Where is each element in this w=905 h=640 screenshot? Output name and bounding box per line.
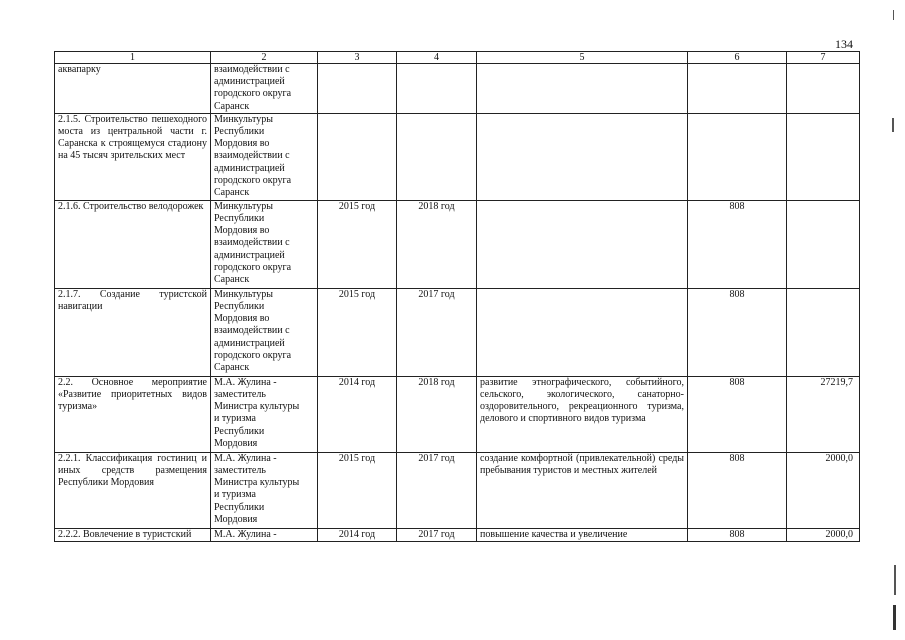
start-year-cell xyxy=(318,64,397,114)
measure-name-cell: 2.1.5. Строительство пешеходного моста из центральной части г. Саранска к строящемуся стадиону на 45 тысяч зрительских мест xyxy=(55,113,211,200)
end-year-cell: 2018 год xyxy=(397,200,477,288)
measure-name-cell: 2.1.7. Создание туристской навигации xyxy=(55,288,211,376)
executor-cell: М.А. Жулина - заместитель Министра культуры и туризма Республики Мордовия xyxy=(211,452,318,528)
start-year-cell: 2015 год xyxy=(318,452,397,528)
end-year-cell: 2018 год xyxy=(397,376,477,452)
scan-artifact xyxy=(892,118,894,132)
result-cell xyxy=(477,64,688,114)
start-year-cell: 2014 год xyxy=(318,528,397,541)
code-cell xyxy=(688,113,787,200)
start-year-cell xyxy=(318,113,397,200)
scan-artifact xyxy=(894,565,896,595)
code-cell: 808 xyxy=(688,288,787,376)
end-year-cell: 2017 год xyxy=(397,528,477,541)
end-year-cell: 2017 год xyxy=(397,288,477,376)
executor-cell: Минкультуры Республики Мордовия во взаимодействии с администрацией городского округа Саранск xyxy=(211,288,318,376)
start-year-cell: 2015 год xyxy=(318,288,397,376)
column-header: 6 xyxy=(688,52,787,64)
executor-cell: М.А. Жулина - заместитель Министра культуры и туризма Республики Мордовия xyxy=(211,376,318,452)
code-cell: 808 xyxy=(688,200,787,288)
column-header: 5 xyxy=(477,52,688,64)
amount-cell: 27219,7 xyxy=(787,376,860,452)
executor-cell: Минкультуры Республики Мордовия во взаимодействии с администрацией городского округа Саранск xyxy=(211,200,318,288)
measures-table xyxy=(54,51,860,542)
end-year-cell: 2017 год xyxy=(397,452,477,528)
table-row xyxy=(55,528,860,541)
page-number: 134 xyxy=(835,37,853,51)
code-cell xyxy=(688,64,787,114)
result-cell xyxy=(477,200,688,288)
measure-name-cell: 2.2.2. Вовлечение в туристский xyxy=(55,528,211,541)
end-year-cell xyxy=(397,113,477,200)
column-header: 2 xyxy=(211,52,318,64)
executor-cell: М.А. Жулина - xyxy=(211,528,318,541)
table-row xyxy=(55,200,860,288)
amount-cell xyxy=(787,113,860,200)
result-cell xyxy=(477,113,688,200)
column-header: 4 xyxy=(397,52,477,64)
scan-artifact xyxy=(893,10,894,20)
result-cell: создание комфортной (привлекательной) среды пребывания туристов и местных жителей xyxy=(477,452,688,528)
amount-cell xyxy=(787,200,860,288)
table-row xyxy=(55,113,860,200)
start-year-cell: 2014 год xyxy=(318,376,397,452)
column-header: 3 xyxy=(318,52,397,64)
result-cell xyxy=(477,288,688,376)
column-header: 7 xyxy=(787,52,860,64)
table-row xyxy=(55,64,860,114)
start-year-cell: 2015 год xyxy=(318,200,397,288)
table-row xyxy=(55,288,860,376)
executor-cell: Минкультуры Республики Мордовия во взаимодействии с администрацией городского округа Саранск xyxy=(211,113,318,200)
amount-cell: 2000,0 xyxy=(787,452,860,528)
result-cell: развитие этнографического, событийного, сельского, экологического, санаторно-оздоровительного, рекреационного туризма, делового и спортивного видов туризма xyxy=(477,376,688,452)
measure-name-cell: 2.1.6. Строительство велодорожек xyxy=(55,200,211,288)
executor-cell: взаимодействии с администрацией городского округа Саранск xyxy=(211,64,318,114)
code-cell: 808 xyxy=(688,528,787,541)
amount-cell: 2000,0 xyxy=(787,528,860,541)
amount-cell xyxy=(787,288,860,376)
table-header-row xyxy=(55,52,860,64)
measure-name-cell: 2.2.1. Классификация гостиниц и иных средств размещения Республики Мордовия xyxy=(55,452,211,528)
table-row xyxy=(55,452,860,528)
measure-name-cell: аквапарку xyxy=(55,64,211,114)
end-year-cell xyxy=(397,64,477,114)
code-cell: 808 xyxy=(688,376,787,452)
code-cell: 808 xyxy=(688,452,787,528)
amount-cell xyxy=(787,64,860,114)
table-row xyxy=(55,376,860,452)
result-cell: повышение качества и увеличение xyxy=(477,528,688,541)
column-header: 1 xyxy=(55,52,211,64)
measure-name-cell: 2.2. Основное мероприятие «Развитие приоритетных видов туризма» xyxy=(55,376,211,452)
scan-artifact xyxy=(893,605,896,630)
